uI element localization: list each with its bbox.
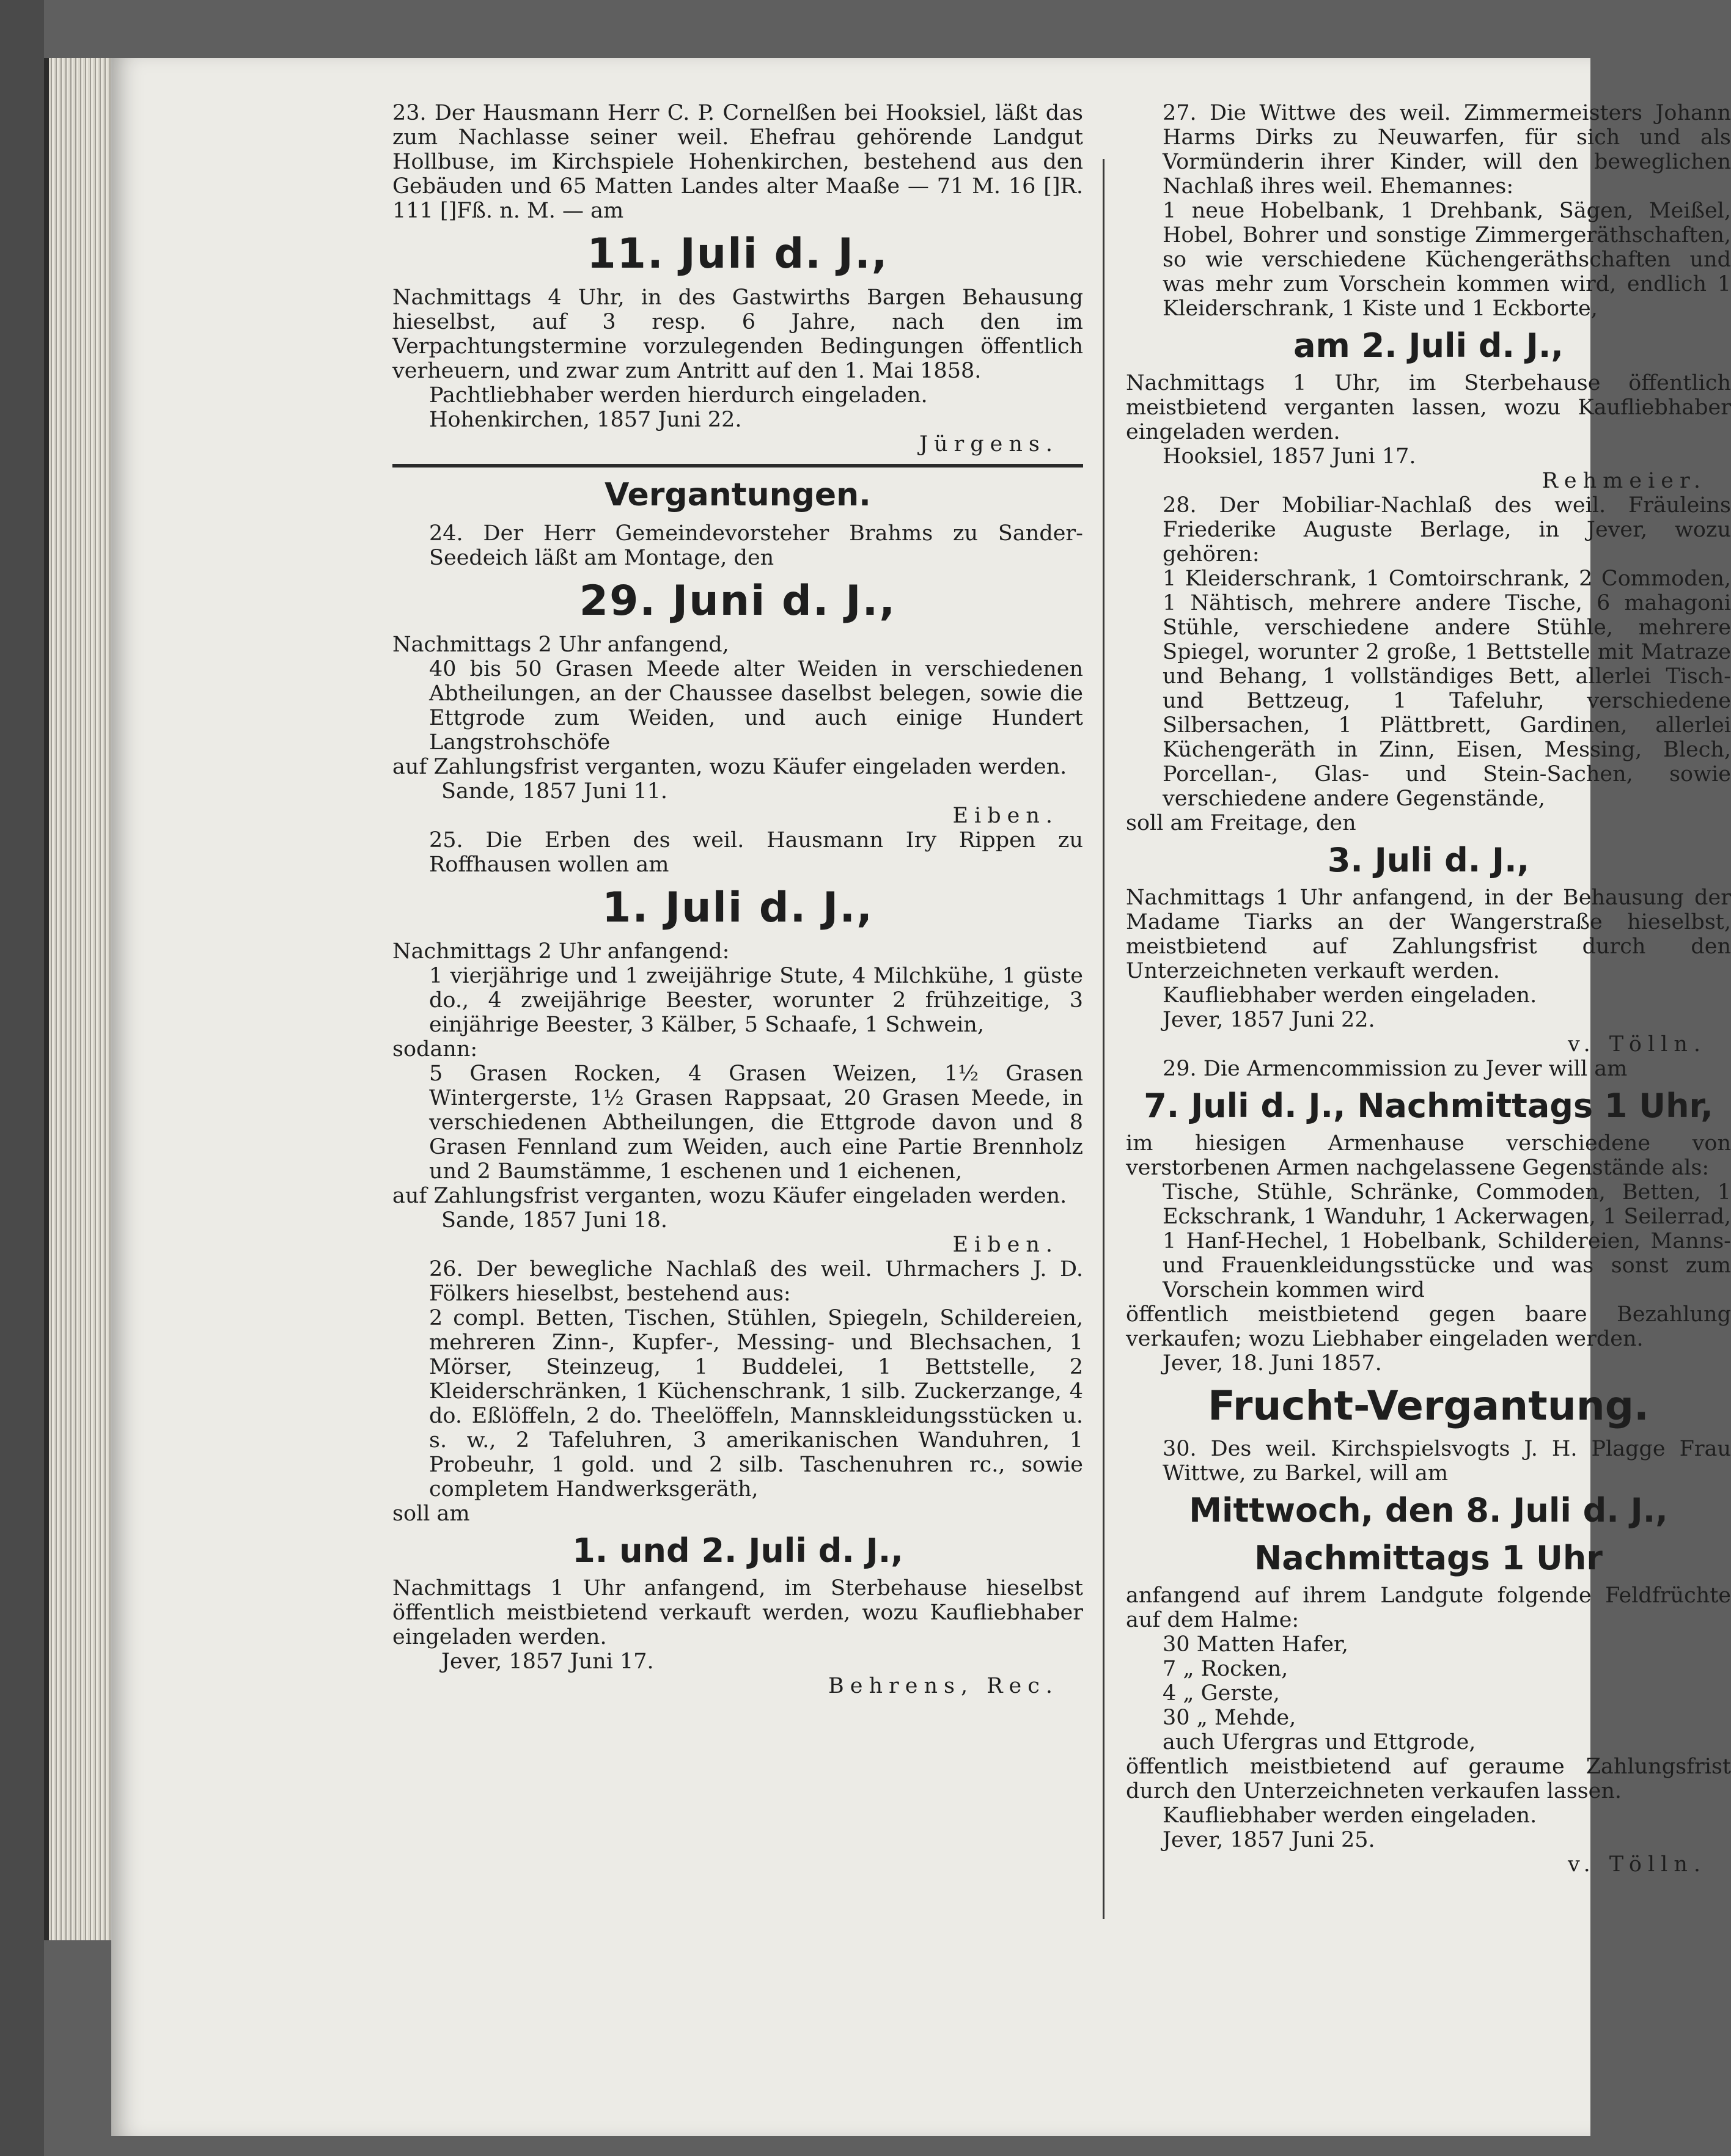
notice-26-text: 26. Der bewegliche Nachlaß des weil. Uhrmachers J. D. Fölkers hieselbst, bestehend aus: [429,1257,1083,1306]
notice-28-signature: v. Tölln. [1568,1032,1707,1057]
notice-24-place: Sande, 1857 Juni 11. [441,779,668,804]
notice-27-signature: Rehmeier. [1542,469,1707,493]
notice-25-sodann: sodann: [392,1037,478,1062]
notice-26-date: 1. und 2. Juli d. J., [572,1531,903,1570]
newspaper-page [111,58,1731,2136]
notice-23-text: 23. Der Hausmann Herr C. P. Cornelßen bei Hooksiel, läßt das zum Nachlasse seiner weil. Ehefrau gehörende Landgut Hollbuse, im Kirchspiele Hohenkirchen, bestehend aus den Gebäuden und 65 Matten Landes alter Maaße — 71 M. 16 []R. 111 []Fß. n. M. — am [392,101,1083,223]
right-column [1126,101,1731,1877]
notice-28-date: 3. Juli d. J., [1327,841,1530,879]
notice-24-time: Nachmittags 2 Uhr anfangend, [392,632,729,657]
notice-24-body: auf Zahlungsfrist verganten, wozu Käufer eingeladen werden. [392,755,1067,779]
left-column [392,101,1083,1698]
notice-30-line-4: 30 „ Mehde, [1163,1706,1296,1730]
notice-23-date: 11. Juli d. J., [587,230,889,278]
notice-29-place: Jever, 18. Juni 1857. [1163,1351,1382,1376]
notice-29-body-2: öffentlich meistbietend gegen baare Bezahlung verkaufen; wozu Liebhaber eingeladen werden. [1126,1302,1731,1351]
notice-27-body: Nachmittags 1 Uhr, im Sterbehause öffentlich meistbietend verganten lassen, wozu Kaufliebhaber eingeladen werden. [1126,371,1731,444]
notice-28-text: 28. Der Mobiliar-Nachlaß des weil. Fräuleins Friederike Auguste Berlage, in Jever, wozu gehören: [1163,493,1731,566]
notice-28-invite: Kaufliebhaber werden eingeladen. [1163,983,1537,1008]
notice-28-items: 1 Kleiderschrank, 1 Comtoirschrank, 2 Commoden, 1 Nähtisch, mehrere andere Tische, 6 mahagoni Stühle, verschiedene andere Stühle, mehrere Spiegel, worunter 2 große, 1 Bettstelle mit Matraze und Behang, 1 vollständiges Bett, allerlei Tisch- und Bettzeug, 1 Tafeluhr, verschiedene Silbersachen, 1 Plättbrett, Gardinen, allerlei Küchengeräth in Zinn, Eisen, Messing, Blech, Porcellan-, Glas- und Stein-Sachen, sowie verschiedene andere Gegenstände, [1163,566,1731,811]
notice-27-text: 27. Die Wittwe des weil. Zimmermeisters Johann Harms Dirks zu Neuwarfen, für sich und als Vormünderin ihrer Kinder, will den beweglichen Nachlaß ihres weil. Ehemannes: [1163,101,1731,199]
notice-24-text: 24. Der Herr Gemeindevorsteher Brahms zu Sander-Seedeich läßt am Montage, den [429,521,1083,570]
notice-24-items: 40 bis 50 Grasen Meede alter Weiden in verschiedenen Abtheilungen, an der Chaussee daselbst belegen, sowie die Ettgrode zum Weiden, und auch einige Hundert Langstrohschöfe [429,657,1083,755]
notice-26-body: Nachmittags 1 Uhr anfangend, im Sterbehause hieselbst öffentlich meistbietend verkauft werden, wozu Kaufliebhaber eingeladen werden. [392,1576,1083,1649]
notice-23-invite: Pachtliebhaber werden hierdurch eingeladen. [429,383,928,408]
notice-28-soll: soll am Freitage, den [1126,811,1356,835]
notice-30-line-2: 7 „ Rocken, [1163,1657,1288,1681]
notice-29-date: 7. Juli d. J., Nachmittags 1 Uhr, [1144,1087,1713,1125]
notice-25-date: 1. Juli d. J., [602,884,873,932]
notice-25-text: 25. Die Erben des weil. Hausmann Iry Rippen zu Roffhausen wollen am [429,828,1083,877]
notice-30-line-1: 30 Matten Hafer, [1163,1632,1348,1657]
notice-25-body: auf Zahlungsfrist verganten, wozu Käufer eingeladen werden. [392,1184,1067,1208]
notice-25-signature: Eiben. [952,1233,1059,1257]
notice-23-signature: Jürgens. [919,432,1059,457]
notice-24-date: 29. Juni d. J., [579,577,897,625]
notice-30-text: 30. Des weil. Kirchspielsvogts J. H. Plagge Frau Wittwe, zu Barkel, will am [1163,1437,1731,1486]
page-edges [44,58,116,1940]
notice-29-items: Tische, Stühle, Schränke, Commoden, Betten, 1 Eckschrank, 1 Wanduhr, 1 Ackerwagen, 1 Seilerrad, 1 Hanf-Hechel, 1 Hobelbank, Schildereien, Manns- und Frauenkleidungsstücke und was sonst zum Vorschein kommen wird [1163,1180,1731,1302]
notice-30-signature: v. Tölln. [1568,1852,1707,1877]
section-rule [392,464,1083,468]
notice-23-body: Nachmittags 4 Uhr, in des Gastwirths Bargen Behausung hieselbst, auf 3 resp. 6 Jahre, nach den im Verpachtungstermine vorzulegenden Bedingungen öffentlich verheuern, und zwar zum Antritt auf den 1. Mai 1858. [392,285,1083,383]
notice-25-items-1: 1 vierjährige und 1 zweijährige Stute, 4 Milchkühe, 1 güste do., 4 zweijährige Beester, worunter 2 frühzeitige, 3 einjährige Beester, 3 Kälber, 5 Schaafe, 1 Schwein, [429,964,1083,1037]
notice-27-date: am 2. Juli d. J., [1293,326,1564,365]
notice-29-text: 29. Die Armencommission zu Jever will am [1163,1057,1628,1081]
notice-26-place: Jever, 1857 Juni 17. [441,1649,654,1674]
notice-24-signature: Eiben. [952,804,1059,828]
notice-29-body: im hiesigen Armenhause verschiedene von verstorbenen Armen nachgelassene Gegenstände als: [1126,1131,1731,1180]
notice-30-line-3: 4 „ Gerste, [1163,1681,1280,1706]
notice-26-items: 2 compl. Betten, Tischen, Stühlen, Spiegeln, Schildereien, mehreren Zinn-, Kupfer-, Messing- und Blechsachen, 1 Mörser, Steinzeug, 1 Buddelei, 1 Bettstelle, 2 Kleiderschränken, 1 Küchenschrank, 1 silb. Zuckerzange, 4 do. Eßlöffeln, 2 do. Theelöffeln, Mannskleidungsstücken u. s. w., 2 Tafeluhren, 3 amerikanischen Wanduhren, 1 Probeuhr, 1 gold. und 2 silb. Taschenuhren rc., sowie completem Handwerksgeräth, [429,1306,1083,1502]
notice-30-line-5: auch Ufergras und Ettgrode, [1163,1730,1476,1755]
notice-27-place: Hooksiel, 1857 Juni 17. [1163,444,1416,469]
book-spine-shadow [0,0,44,2156]
notice-30-date-1: Mittwoch, den 8. Juli d. J., [1189,1491,1668,1530]
notice-28-body: Nachmittags 1 Uhr anfangend, in der Behausung der Madame Tiarks an der Wangerstraße hieselbst, meistbietend auf Zahlungsfrist durch den Unterzeichneten verkauft werden. [1126,886,1731,983]
column-divider [1103,159,1104,1919]
notice-23-place: Hohenkirchen, 1857 Juni 22. [429,408,742,432]
notice-30-body-2: öffentlich meistbietend auf geraume Zahlungsfrist durch den Unterzeichneten verkaufen lassen. [1126,1755,1731,1803]
notice-30-date-2: Nachmittags 1 Uhr [1254,1539,1603,1577]
notice-30-place: Jever, 1857 Juni 25. [1163,1828,1375,1852]
notice-25-place: Sande, 1857 Juni 18. [441,1208,668,1233]
notice-30-invite: Kaufliebhaber werden eingeladen. [1163,1803,1537,1828]
section-heading-vergantungen: Vergantungen. [605,477,871,513]
notice-28-place: Jever, 1857 Juni 22. [1163,1008,1375,1032]
section-heading-frucht-vergantung: Frucht-Vergantung. [1207,1382,1650,1429]
notice-26-soll: soll am [392,1502,470,1526]
notice-26-signature: Behrens, Rec. [828,1674,1059,1698]
notice-25-time: Nachmittags 2 Uhr anfangend: [392,939,730,964]
notice-30-body: anfangend auf ihrem Landgute folgende Feldfrüchte auf dem Halme: [1126,1583,1731,1632]
notice-25-items-2: 5 Grasen Rocken, 4 Grasen Weizen, 1½ Grasen Wintergerste, 1½ Grasen Rappsaat, 20 Grasen Meede, in verschiedenen Abtheilungen, die Ettgrode davon und 8 Grasen Fennland zum Weiden, auch eine Partie Brennholz und 2 Baumstämme, 1 eschenen und 1 eichenen, [429,1062,1083,1184]
notice-27-items: 1 neue Hobelbank, 1 Drehbank, Sägen, Meißel, Hobel, Bohrer und sonstige Zimmergeräthschaften, so wie verschiedene Küchengeräthschaften und was mehr zum Vorschein kommen wird, endlich 1 Kleiderschrank, 1 Kiste und 1 Eckborte, [1163,199,1731,321]
